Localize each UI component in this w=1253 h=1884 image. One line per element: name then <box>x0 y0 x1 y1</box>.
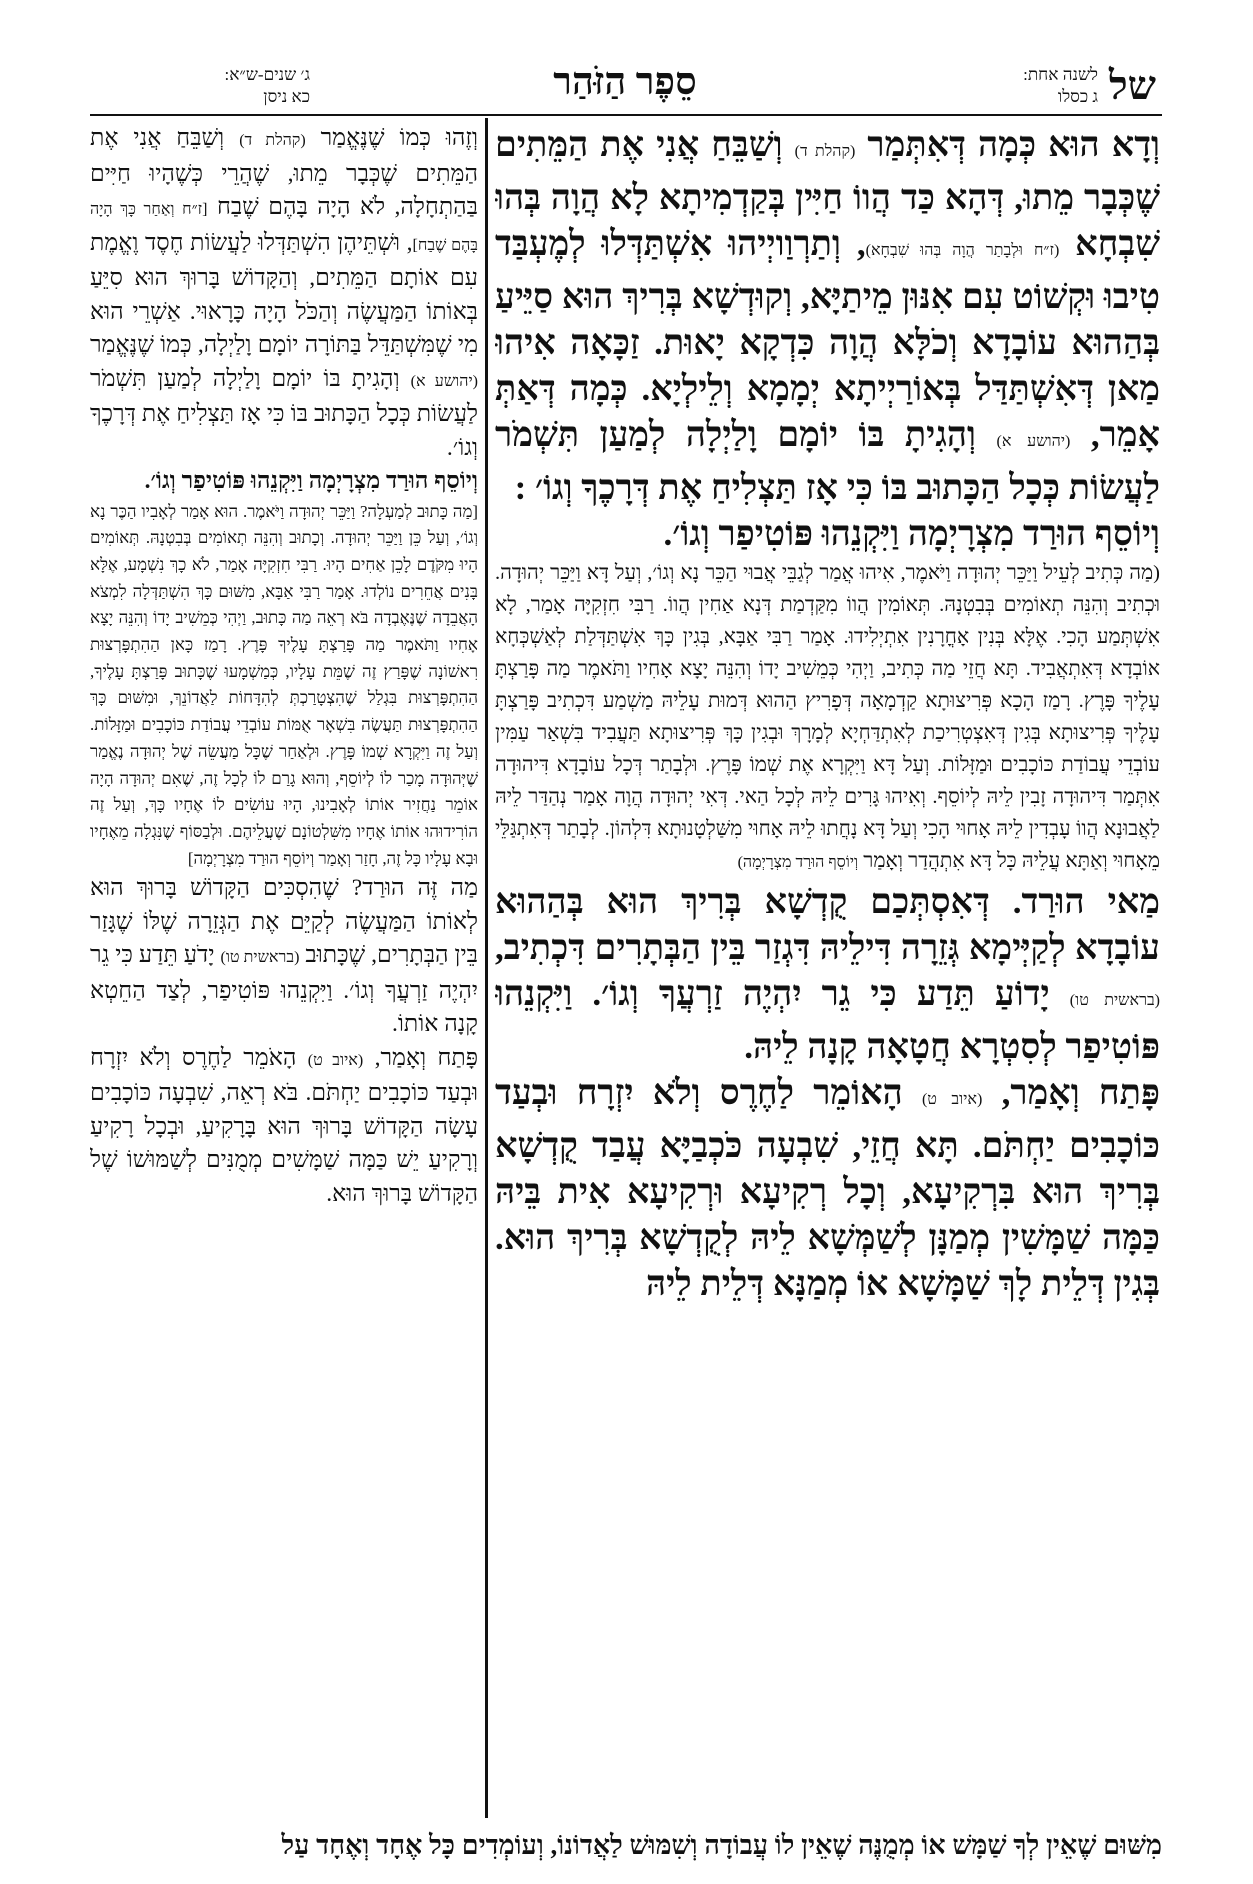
translation-paragraph-2-heading: וְיוֹסֵף הוּרַד מִצְרָיְמָה וַיִּקְנֵהוּ פּוֹטִיפַר וְגוֹ׳. <box>144 468 478 494</box>
paragraph-1: וְדָא הוּא כְּמָה דְּאִתְּמַר (קהלת ד) וְשַׁבֵּחַ אֲנִי אֶת הַמֵּתִים שֶׁכְּבָר מֵתוּ, דְּהָא כַּד הֲווֹ חַיִּין בְּקַדְמִיתָא לָא הֲוָה בְּהוּ שִׁבְחָא (ז״ח וּלְבָתַר הֲוָה בְּהוּ שִׁבְחָא), וְתַרְוַויְיהוּ אִשְׁתַּדְּלוּ לְמֶעְבַּד טִיבוּ וּקְשׁוֹט עִם אִנּוּן מֵיתַיָּא, וְקוּדְשָׁא בְּרִיךְ הוּא סַיֵּיעַ בְּהַהוּא עוֹבָדָא וְכֹלָּא הֲוָה כִּדְקָא יָאוּת. זַכָּאָה אִיהוּ מַאן דְּאִשְׁתַּדַּל בְּאוֹרַיְיתָא יְמָמָא וְלֵילְיָא. כְּמָה דְּאַתְּ אָמֵר, (יהושע א) וְהָגִיתָ בּוֹ יוֹמָם וָלַיְלָה לְמַעַן תִּשְׁמֹר לַעֲשׂוֹת כְּכָל הַכָּתוּב בּוֹ כִּי אָז תַּצְלִיחַ אֶת דְּרָכֶךָ וְגוֹ׳ : <box>495 125 1160 507</box>
source-ref: (יהושע א) <box>996 433 1071 450</box>
source-ref: (בראשית טו) <box>1069 992 1160 1009</box>
schedule-three-years <box>90 64 310 108</box>
translation-paragraph-2-body: מַה זֶּה הוּרַד? שֶׁהִסְכִּים הַקָּדוֹשׁ בָּרוּךְ הוּא לְאוֹתוֹ הַמַּעֲשֶׂה לְקַיֵּם אֶת הַגְּזֵרָה שֶׁלּוֹ שֶׁגָּזַר בֵּין הַבְּתָרִים, שֶׁכָּתוּב (בראשית טו) יָדֹעַ תֵּדַע כִּי גֵר יִהְיֶה זַרְעֲךָ וְגוֹ׳. וַיִּקְנֵהוּ פּוֹטִיפַר, לְצַד הַחֵטְא קָנָה אוֹתוֹ. <box>90 875 478 1038</box>
schedule-label: לשנה אחת: <box>1023 65 1098 84</box>
alt-schedule-label: ג׳ שנים-ש״א: <box>224 65 310 84</box>
zohar-text-column <box>495 122 1160 1822</box>
book-title: סֵפֶר הַזֹּהַר <box>553 61 697 103</box>
source-ref: (קהלת ד) <box>794 143 856 160</box>
translation-column <box>90 122 478 1822</box>
page-header <box>90 60 1160 116</box>
alt-schedule-date: כא ניסן <box>263 87 310 106</box>
translation-paragraph-2-note: [מַה כָּתוּב לְמַעְלָה? וַיַּכֵּר יְהוּדָה וַיֹּאמֶר. הוּא אָמַר לְאָבִיו הַכֶּר נָא וְגוֹ׳, וְעַל כֵּן וַיַּכֵּר יְהוּדָה. וְכָתוּב וְהִנֵּה תְאוֹמִים בְּבִטְנָהּ. תְּאוֹמִים הָיוּ מִקֹּדֶם לָכֵן אַחִים הָיוּ. רַבִּי חִזְקִיָּה אָמַר, לֹא כָךְ נִשְׁמָע, אֶלָּא בָּנִים אֲחֵרִים נוֹלְדוּ. אָמַר רַבִּי אַבָּא, מִשּׁוּם כָּךְ הִשְׁתַּדְּלָה לִמְצֹא הָאֲבֵדָה שֶׁנֶּאֶבְדָה בֹּא רְאֵה מַה כָּתוּב, וַיְהִי כְּמֵשִׁיב יָדוֹ וְהִנֵּה יָצָא אָחִיו וַתֹּאמֶר מַה פָּרַצְתָּ עָלֶיךָ פָּרֶץ. רָמַז כָּאן הַהִתְפָּרְצוּת רִאשׁוֹנָה שֶׁפָּרַץ זֶה שֶׁמֵּת עָלָיו, כְּמַשְׁמָעוּ שֶׁכָּתוּב פָּרַצְתָּ עָלֶיךָ, הַהִתְפָּרְצוּת בִּגְלַל שֶׁהִצְטָרַכְתְּ לְהִדָּחוֹת לַאֲדוֹנֵךְ, וּמִשּׁוּם כָּךְ הַהִתְפָּרְצוּת תַּעֲשֶׂה בִּשְׁאָר אֻמּוֹת עוֹבְדֵי עֲבוֹדַת כּוֹכָבִים וּמַזָּלוֹת. וְעַל זֶה וַיִּקְרָא שְׁמוֹ פָּרֶץ. וּלְאַחַר שֶׁכָּל מַעֲשֵׂה שֶׁל יְהוּדָה נֶאֱמַר שֶׁיְּהוּדָה מָכַר לוֹ לְיוֹסֵף, וְהוּא גָרַם לוֹ לְכָל זֶה, שֶׁאִם יְהוּדָה הָיָה אוֹמֵר נַחֲזִיר אוֹתוֹ לְאָבִינוּ, הָיוּ עוֹשִׂים לוֹ אֶחָיו כָּךְ, וְעַל זֶה הוֹרִידוּהוּ אוֹתוֹ אֶחָיו מִשִּׁלְטוֹנָם שֶׁעֲלֵיהֶם. וּלְבַסּוֹף שֶׁנִּגְלָה מֵאֶחָיו וּבָא עָלָיו כָּל זֶה, חָזַר וְאָמַר וְיוֹסֵף הוּרַד מִצְרָיְמָה] <box>90 501 478 868</box>
paragraph-2-body: מַאי הוּרַד. דְּאִסְתְּכַם קֻדְשָׁא בְּרִיךְ הוּא בְּהַהוּא עוֹבָדָא לְקַיְּימָא גְּזֵרָה דִּילֵיהּ דִּגְזַר בֵּין הַבְּתָרִים דִּכְתִיב, (בראשית טו) יָדוֹעַ תֵּדַע כִּי גֵר יִהְיֶה זַרְעֲךָ וְגוֹ׳. וַיִּקְנֵהוּ פּוֹטִיפַר לְסִטְרָא חֲטָאָה קָנָה לֵיהּ. <box>495 882 1160 1066</box>
schedule-date: ג כסלו <box>1057 87 1098 106</box>
source-ref: (איוב ט) <box>307 1051 364 1069</box>
continuation-line: מִשּׁוּם שֶׁאֵין לְךָ שַׁמָּשׁ אוֹ מְמֻנֶּה שֶׁאֵין לוֹ עֲבוֹדָה וְשִׁמּוּשׁ לַאֲדוֹנוֹ, וְעוֹמְדִים כָּל אֶחָד וְאֶחָד עַל <box>281 1830 1162 1860</box>
paragraph-2-heading: וְיוֹסֵף הוּרַד מִצְרָיְמָה וַיִּקְנֵהוּ פּוֹטִיפַר וְגוֹ׳. <box>663 514 1160 553</box>
source-ref: (בראשית טו) <box>220 949 300 967</box>
header-divider <box>90 114 1162 116</box>
translation-paragraph-1: וְזֶהוּ כְּמוֹ שֶׁנֶּאֱמַר (קהלת ד) וְשַׁבֵּחַ אֲנִי אֶת הַמֵּתִים שֶׁכְּבָר מֵתוּ, שֶׁהֲרֵי כְּשֶׁהָיוּ חַיִּים בַּהַתְחָלָה, לֹא הָיָה בָּהֶם שֶׁבַח [ז״ח וְאַחַר כָּךְ הָיָה בָּהֶם שֶׁבַח], וּשְׁתֵּיהֶן הִשְׁתַּדְּלוּ לַעֲשׂוֹת חֶסֶד וֶאֱמֶת עִם אוֹתָם הַמֵּתִים, וְהַקָּדוֹשׁ בָּרוּךְ הוּא סִיֵּעַ בְּאוֹתוֹ הַמַּעֲשֶׂה וְהַכֹּל הָיָה כָּרָאוּי. אַשְׁרֵי הוּא מִי שֶׁמִּשְׁתַּדֵּל בַּתּוֹרָה יוֹמָם וָלַיְלָה, כְּמוֹ שֶׁנֶּאֱמַר (יהושע א) וְהָגִיתָ בּוֹ יוֹמָם וָלַיְלָה לְמַעַן תִּשְׁמֹר לַעֲשׂוֹת כְּכָל הַכָּתוּב בּוֹ כִּי אָז תַּצְלִיחַ אֶת דְּרָכֶךָ וְגוֹ׳. <box>90 125 478 461</box>
source-ref: [ז״ח וְאַחַר כָּךְ הָיָה בָּהֶם שֶׁבַח] <box>90 201 478 254</box>
source-ref: (ז״ח וּלְבָתַר הֲוָה בְּהוּ שִׁבְחָא) <box>865 242 1060 259</box>
source-ref: (איוב ט) <box>921 1091 983 1108</box>
source-ref: (יהושע א) <box>410 372 478 390</box>
paragraph-2-note: (מַה כְּתִיב לְעֵיל וַיַּכֵּר יְהוּדָה וַיֹּאמֶר, אִיהוּ אֲמַר לְגַבֵּי אֲבוּי הַכֵּר נָא וְגוֹ׳, וְעַל דָּא וַיַּכֵּר יְהוּדָה. וּכְתִיב וְהִנֵּה תְאוֹמִים בְּבִטְנָהּ. תְּאוֹמִין הֲווֹ מִקַּדְמַת דְּנָא אַחִין הֲווֹ. רַבִּי חִזְקִיָּה אָמַר, לָא אִשְׁתְּמַע הָכִי. אֶלָּא בְּנִין אָחֳרָנִין אִתְיְלִידוּ. אָמַר רַבִּי אַבָּא, בְּגִין כָּךְ אִשְׁתַּדְּלַת לְאַשְׁכְּחָא אוֹבְדָא דְּאִתְאֲבִיד. תָּא חֲזֵי מַה כְּתִיב, וַיְהִי כְּמֵשִׁיב יָדוֹ וְהִנֵּה יָצָא אָחִיו וַתֹּאמֶר מַה פָּרַצְתָּ עָלֶיךָ פָּרֶץ. רָמַז הָכָא פְּרִיצוּתָא קַדְמָאָה דְּפָרִיץ הַהוּא דְּמוּת עָלֵיהּ מַשְׁמַע דִּכְתִיב פָּרַצְתָּ עָלֶיךָ פְּרִיצוּתָא בְּגִין דְּאִצְטְרִיכַת לְאִתְדַּחְיָא לְמָרָךְ וּבְגִין כָּךְ פְּרִיצוּתָא תַּעֲבִיד בִּשְׁאַר עַמִּין עוֹבְדֵי עֲבוֹדַת כּוֹכָבִים וּמַזָּלוֹת. וְעַל דָּא וַיִּקְרָא אֶת שְׁמוֹ פָּרֶץ. וּלְבָתַר דְּכָל עוֹבָדָא דִּיהוּדָה אִתְּמַר דִּיהוּדָה זָבִין לֵיהּ לְיוֹסֵף. וְאִיהוּ גָּרִים לֵיהּ לְכָל הַאי. דְּאִי יְהוּדָה הֲוָה אָמַר נְהַדַּר לֵיהּ לַאֲבוּנָא הֲווֹ עָבְדִין לֵיהּ אָחוּי הָכִי וְעַל דָּא נָחֲתוּ לֵיהּ אָחוּי מִשַּׁלְטָנוּתָא דִּלְהוֹן. לְבָתַר דְּאִתְגַּלֵּי מֵאָחוּי וְאַתָּא עֲלֵיהּ כָּל דָּא אִתְהֲדַר וְאָמַר וְיוֹסֵף הוּרַד מִצְרָיְמָה) <box>495 562 1160 872</box>
source-ref: (קהלת ד) <box>239 132 306 149</box>
translation-paragraph-3: פָּתַח וְאָמַר, (איוב ט) הָאֹמֵר לַחֶרֶס וְלֹא יִזְרָח וּבְעַד כּוֹכָבִים יַחְתֹּם. בֹּא רְאֵה, שִׁבְעָה כּוֹכָבִים עָשָׂה הַקָּדוֹשׁ בָּרוּךְ הוּא בָּרָקִיעַ, וּבְכָל רָקִיעַ וְרָקִיעַ יֵשׁ כַּמָּה שַׁמָּשִׁים מְמֻנִּים לְשַׁמּוּשׁוֹ שֶׁל הַקָּדוֹשׁ בָּרוּךְ הוּא. <box>90 1044 478 1207</box>
paragraph-3: פָּתַח וְאָמַר, (איוב ט) הָאוֹמֵר לַחֶרֶס וְלֹא יִזְרָח וּבְעַד כּוֹכָבִים יַחְתֹּם. תָּא חֲזֵי, שִׁבְעָה כֹּכְבַיָּא עֲבַד קֻדְשָׁא בְּרִיךְ הוּא בִּרְקִיעָא, וְכָל רְקִיעָא וּרְקִיעָא אִית בֵּיהּ כַּמָּה שַׁמָּשִׁין מְמַנָּן לְשַׁמְּשָׁא לֵיהּ לְקֻדְשָׁא בְּרִיךְ הוּא. בְּגִין דְּלֵית לָךְ שַׁמָּשָׁא אוֹ מְמַנָּא דְּלֵית לֵיהּ <box>495 1073 1160 1303</box>
column-divider <box>485 118 488 1818</box>
daf-letter: של <box>1108 62 1156 109</box>
